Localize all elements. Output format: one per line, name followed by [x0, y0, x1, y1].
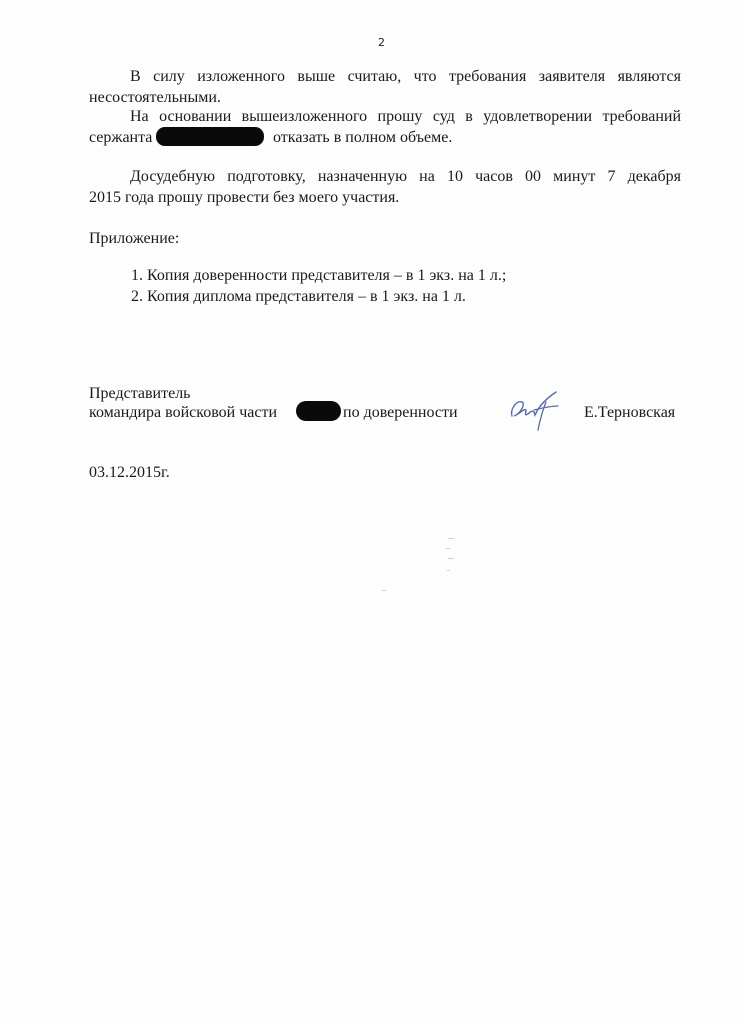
paragraph-3-line-1: Досудебную подготовку, назначенную на 10 часов 00 минут 7 декабря: [130, 168, 681, 185]
paragraph-2-line-2-prefix: сержанта: [89, 129, 153, 146]
signatory-title: Представитель: [89, 385, 191, 402]
document-date: 03.12.2015г.: [89, 464, 170, 481]
redacted-unit-number: [296, 401, 341, 421]
page-number: 2: [378, 36, 385, 49]
paragraph-1-line-2: несостоятельными.: [89, 89, 221, 106]
scan-artifacts: [440, 530, 470, 600]
attachment-item-1: 1. Копия доверенности представителя – в 1 экз. на 1 л.;: [131, 267, 507, 284]
attachment-item-2: 2. Копия диплома представителя – в 1 экз. на 1 л.: [131, 288, 466, 305]
signatory-name: Е.Терновская: [584, 404, 676, 421]
signatory-unit-suffix: по доверенности: [343, 404, 458, 421]
handwritten-signature: [504, 386, 564, 432]
redacted-surname: [156, 127, 264, 146]
paragraph-1-line-1: В силу изложенного выше считаю, что требования заявителя являются: [130, 68, 681, 85]
signatory-unit-prefix: командира войсковой части: [89, 404, 278, 421]
paragraph-3-line-2: 2015 года прошу провести без моего участия.: [89, 189, 400, 206]
paragraph-2-line-2-suffix: отказать в полном объеме.: [273, 129, 453, 146]
paragraph-2-line-1: На основании вышеизложенного прошу суд в удовлетворении требований: [130, 108, 681, 125]
attachments-heading: Приложение:: [89, 230, 180, 247]
